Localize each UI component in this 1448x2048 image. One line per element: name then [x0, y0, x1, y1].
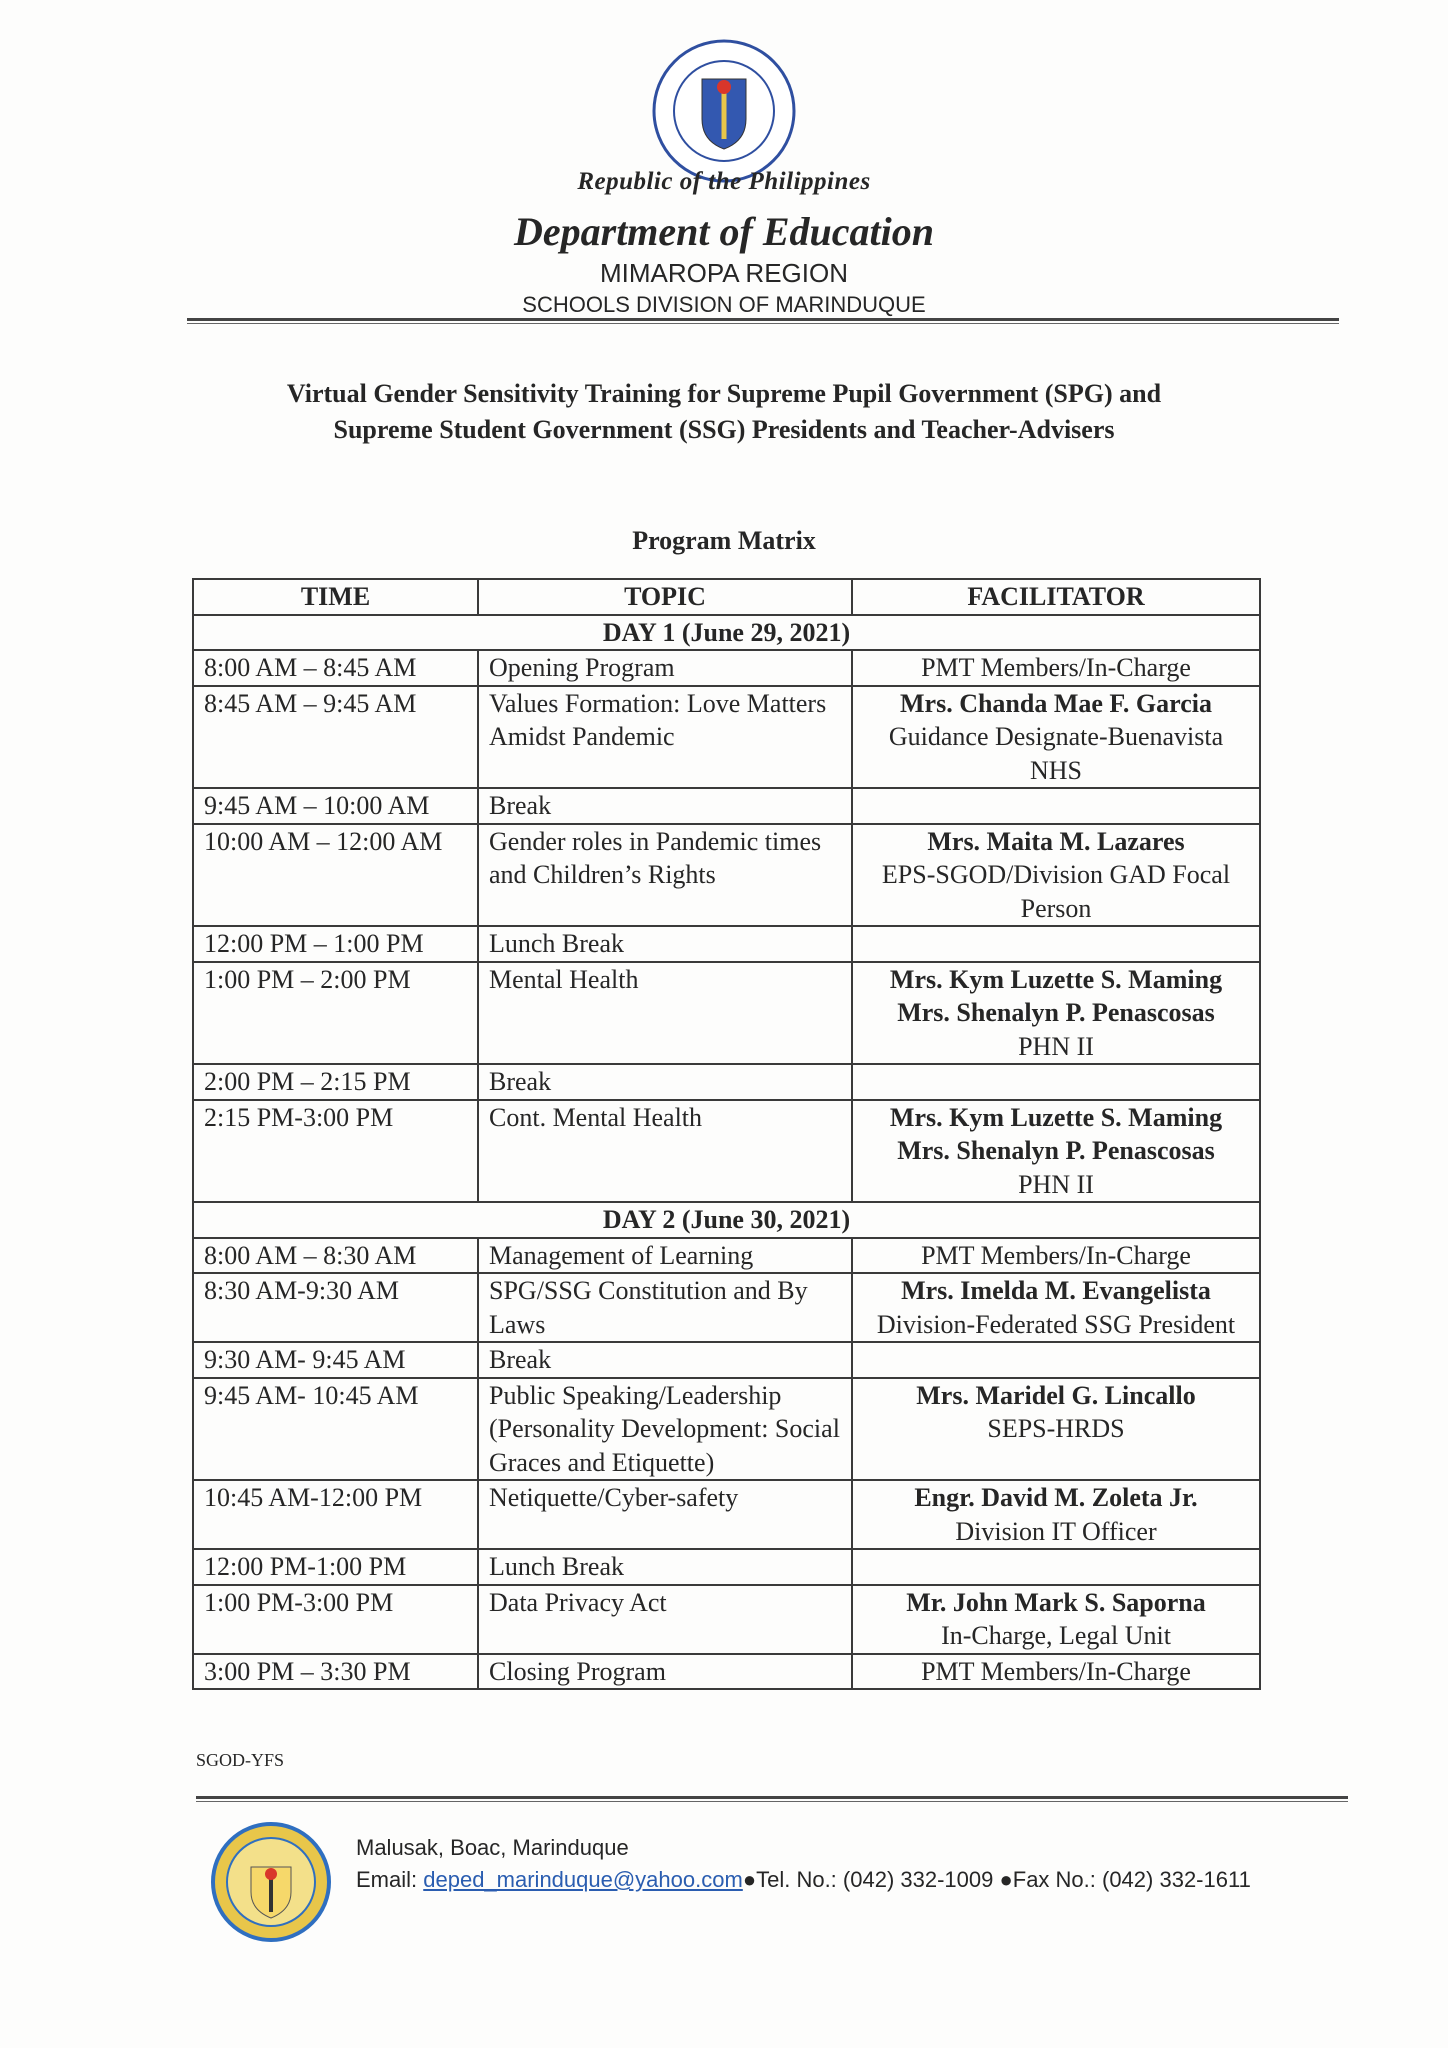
phone-fax: ●Tel. No.: (042) 332-1009 ●Fax No.: (042) 332-1611	[742, 1867, 1251, 1892]
topic-cell: Break	[478, 1064, 852, 1100]
table-row	[193, 686, 1260, 789]
topic-cell: SPG/SSG Constitution and By Laws	[478, 1273, 852, 1342]
facilitator-role: Division IT Officer	[955, 1516, 1157, 1546]
facilitator-name: Mrs. Kym Luzette S. Maming	[889, 1102, 1223, 1132]
time-cell: 12:00 PM – 1:00 PM	[193, 926, 478, 962]
time-cell: 8:00 AM – 8:30 AM	[193, 1238, 478, 1274]
topic-cell: Mental Health	[478, 962, 852, 1065]
column-header-topic: TOPIC	[478, 579, 852, 615]
facilitator-role: EPS-SGOD/Division GAD Focal Person	[881, 860, 1231, 923]
topic-cell: Cont. Mental Health	[478, 1100, 852, 1203]
header-divider	[187, 318, 1339, 324]
facilitator-name: Mrs. Chanda Mae F. Garcia	[900, 688, 1212, 718]
facilitator-cell	[852, 962, 1260, 1065]
table-header-row	[193, 579, 1260, 615]
table-row	[193, 1480, 1260, 1549]
time-cell: 10:45 AM-12:00 PM	[193, 1480, 478, 1549]
facilitator-cell	[852, 686, 1260, 789]
table-row	[193, 824, 1260, 927]
topic-cell: Netiquette/Cyber-safety	[478, 1480, 852, 1549]
facilitator-name: Mrs. Imelda M. Evangelista	[901, 1276, 1211, 1305]
footer-address: Malusak, Boac, Marinduque	[356, 1835, 629, 1860]
facilitator-name: Engr. David M. Zoleta Jr.	[914, 1483, 1198, 1512]
topic-cell: Closing Program	[478, 1654, 852, 1690]
time-cell: 12:00 PM-1:00 PM	[193, 1549, 478, 1585]
day-label: DAY 1 (June 29, 2021)	[193, 615, 1260, 651]
program-matrix-table	[192, 578, 1261, 1690]
time-cell: 9:30 AM- 9:45 AM	[193, 1342, 478, 1378]
table-row	[193, 1654, 1260, 1690]
facilitator-cell	[852, 1238, 1260, 1274]
day-row	[193, 615, 1260, 651]
facilitator-name: Mrs. Shenalyn P. Penascosas	[897, 998, 1215, 1027]
time-cell: 8:45 AM – 9:45 AM	[193, 686, 478, 789]
facilitator-cell	[852, 1342, 1260, 1378]
facilitator-cell	[852, 788, 1260, 824]
email-label: Email:	[356, 1867, 424, 1892]
table-row	[193, 650, 1260, 686]
time-cell: 9:45 AM – 10:00 AM	[193, 788, 478, 824]
table-row	[193, 962, 1260, 1065]
facilitator-cell	[852, 1585, 1260, 1654]
time-cell: 8:00 AM – 8:45 AM	[193, 650, 478, 686]
table-row	[193, 926, 1260, 962]
time-cell: 1:00 PM-3:00 PM	[193, 1585, 478, 1654]
time-cell: 3:00 PM – 3:30 PM	[193, 1654, 478, 1690]
facilitator-cell	[852, 1480, 1260, 1549]
facilitator-role: SEPS-HRDS	[987, 1414, 1125, 1443]
table-row	[193, 788, 1260, 824]
facilitator-name: Mr. John Mark S. Saporna	[906, 1587, 1206, 1617]
document-title	[0, 376, 1448, 448]
day-row	[193, 1202, 1260, 1238]
facilitator-cell	[852, 1273, 1260, 1342]
facilitator-role: Division-Federated SSG President	[876, 1309, 1236, 1339]
time-cell: 2:00 PM – 2:15 PM	[193, 1064, 478, 1100]
facilitator-cell	[852, 1100, 1260, 1203]
facilitator-role: PMT Members/In-Charge	[921, 1656, 1191, 1686]
division-heading: SCHOOLS DIVISION OF MARINDUQUE	[522, 292, 926, 317]
office-code: SGOD-YFS	[196, 1750, 285, 1770]
topic-cell: Management of Learning	[478, 1238, 852, 1274]
footer-divider	[196, 1796, 1348, 1802]
facilitator-cell	[852, 650, 1260, 686]
time-cell: 2:15 PM-3:00 PM	[193, 1100, 478, 1203]
facilitator-role: PHN II	[1018, 1031, 1094, 1061]
division-logo	[211, 1822, 331, 1942]
topic-cell: Lunch Break	[478, 926, 852, 962]
facilitator-cell	[852, 1064, 1260, 1100]
department-heading: Department of Education	[513, 209, 935, 254]
facilitator-role: PMT Members/In-Charge	[921, 653, 1191, 682]
table-row	[193, 1273, 1260, 1342]
table-row	[193, 1378, 1260, 1481]
program-matrix-heading: Program Matrix	[632, 526, 816, 555]
time-cell: 1:00 PM – 2:00 PM	[193, 962, 478, 1065]
footer-contact	[356, 1832, 1251, 1896]
table-row	[193, 1549, 1260, 1585]
topic-cell: Opening Program	[478, 650, 852, 686]
title-line-1: Virtual Gender Sensitivity Training for Supreme Pupil Government (SPG) and	[286, 379, 1162, 408]
facilitator-cell	[852, 1378, 1260, 1481]
day-label: DAY 2 (June 30, 2021)	[193, 1202, 1260, 1238]
facilitator-cell	[852, 1654, 1260, 1690]
facilitator-name: Mrs. Kym Luzette S. Maming	[889, 964, 1223, 994]
topic-cell: Public Speaking/Leadership (Personality Development: Social Graces and Etiquette)	[478, 1378, 852, 1481]
column-header-time: TIME	[193, 579, 478, 615]
facilitator-cell	[852, 926, 1260, 962]
facilitator-role: Guidance Designate-Buenavista NHS	[888, 722, 1224, 785]
republic-heading: Republic of the Philippines	[577, 168, 871, 195]
facilitator-cell	[852, 824, 1260, 927]
facilitator-role: PHN II	[1018, 1169, 1094, 1199]
time-cell: 8:30 AM-9:30 AM	[193, 1273, 478, 1342]
table-row	[193, 1238, 1260, 1274]
topic-cell: Break	[478, 788, 852, 824]
topic-cell: Values Formation: Love Matters Amidst Pandemic	[478, 686, 852, 789]
deped-seal-logo	[652, 39, 796, 183]
facilitator-name: Mrs. Shenalyn P. Penascosas	[897, 1136, 1215, 1165]
email-link[interactable]: deped_marinduque@yahoo.com	[423, 1867, 743, 1892]
facilitator-name: Mrs. Maridel G. Lincallo	[916, 1380, 1196, 1410]
column-header-facilitator: FACILITATOR	[852, 579, 1260, 615]
footer-contact-line	[356, 1864, 1251, 1896]
table-row	[193, 1100, 1260, 1203]
region-heading: MIMAROPA REGION	[600, 258, 848, 288]
table-row	[193, 1585, 1260, 1654]
topic-cell: Data Privacy Act	[478, 1585, 852, 1654]
time-cell: 9:45 AM- 10:45 AM	[193, 1378, 478, 1481]
facilitator-cell	[852, 1549, 1260, 1585]
facilitator-role: PMT Members/In-Charge	[921, 1240, 1191, 1270]
facilitator-role: In-Charge, Legal Unit	[941, 1621, 1171, 1650]
facilitator-name: Mrs. Maita M. Lazares	[927, 826, 1185, 856]
time-cell: 10:00 AM – 12:00 AM	[193, 824, 478, 927]
table-row	[193, 1064, 1260, 1100]
topic-cell: Break	[478, 1342, 852, 1378]
topic-cell: Gender roles in Pandemic times and Children’s Rights	[478, 824, 852, 927]
topic-cell: Lunch Break	[478, 1549, 852, 1585]
title-line-2: Supreme Student Government (SSG) Presidents and Teacher-Advisers	[333, 415, 1115, 444]
table-row	[193, 1342, 1260, 1378]
